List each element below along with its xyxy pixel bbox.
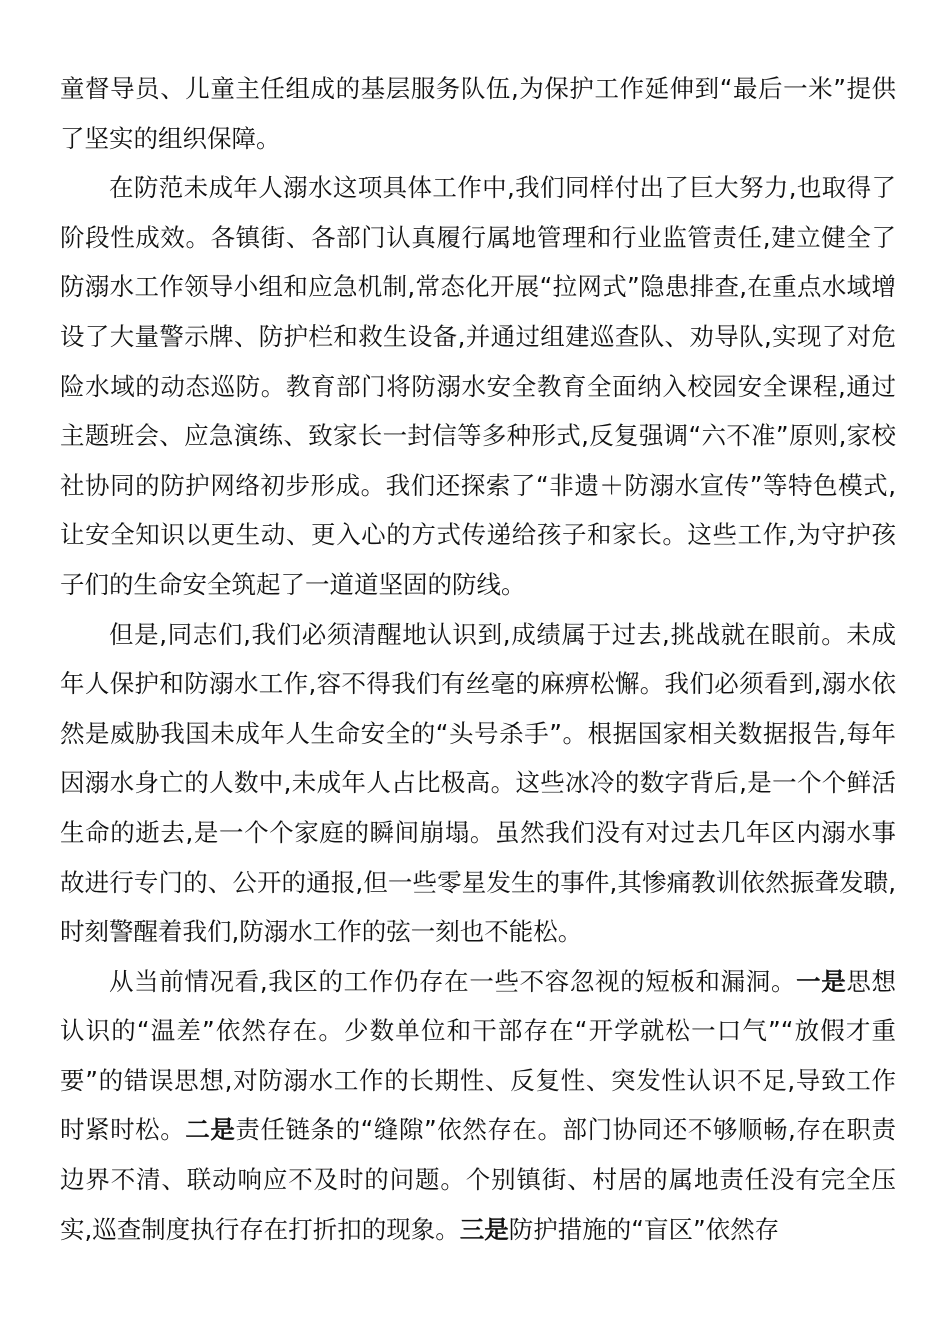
paragraph (60, 610, 896, 957)
paragraph-text: 防护措施的“盲区”依然存 (508, 1214, 780, 1244)
paragraph-text: 从当前情况看,我区的工作仍存在一些不容忽视的短板和漏洞。 (109, 966, 797, 996)
paragraph-text: 责任链条的“缝隙”依然存在。部门协同还不够顺畅,存在职责边界不清、联动响应不及时的问题。个别镇街、村居的属地责任没有完全压实,巡查制度执行存在打折扣的现象。 (60, 1115, 897, 1244)
paragraph-text: 但是,同志们,我们必须清醒地认识到,成绩属于过去,挑战就在眼前。未成年人保护和防溺水工作,容不得我们有丝毫的麻痹松懈。我们必须看到,溺水依然是威胁我国未成年人生命安全的“头号杀手”。根据国家相关数据报告,每年因溺水身亡的人数中,未成年人占比极高。这些冰冷的数字背后,是一个个鲜活生命的逝去,是一个个家庭的瞬间崩塌。虽然我们没有对过去几年区内溺水事故进行专门的、公开的通报,但一些零星发生的事件,其惨痛教训依然振聋发聩,时刻警醒着我们,防溺水工作的弦一刻也不能松。 (60, 619, 896, 947)
enumeration-lead: 二是 (185, 1115, 236, 1145)
paragraph (60, 64, 896, 163)
enumeration-lead: 三是 (459, 1214, 509, 1244)
enumeration-lead: 一是 (796, 966, 847, 996)
document-body (60, 64, 896, 1254)
paragraph (60, 957, 896, 1255)
paragraph-text: 思想认识的“温差”依然存在。少数单位和干部存在“开学就松一口气”“放假才重要”的错误思想,对防溺水工作的长期性、反复性、突发性认识不足,导致工作时紧时松。 (60, 966, 897, 1145)
paragraph-text: 童督导员、儿童主任组成的基层服务队伍,为保护工作延伸到“最后一米”提供了坚实的组织保障。 (60, 74, 896, 153)
paragraph (60, 163, 896, 609)
paragraph-text: 在防范未成年人溺水这项具体工作中,我们同样付出了巨大努力,也取得了阶段性成效。各镇街、各部门认真履行属地管理和行业监管责任,建立健全了防溺水工作领导小组和应急机制,常态化开展“拉网式”隐患排查,在重点水域增设了大量警示牌、防护栏和救生设备,并通过组建巡查队、劝导队,实现了对危险水域的动态巡防。教育部门将防溺水安全教育全面纳入校园安全课程,通过主题班会、应急演练、致家长一封信等多种形式,反复强调“六不准”原则,家校社协同的防护网络初步形成。我们还探索了“非遗＋防溺水宣传”等特色模式,让安全知识以更生动、更入心的方式传递给孩子和家长。这些工作,为守护孩子们的生命安全筑起了一道道坚固的防线。 (60, 173, 896, 599)
